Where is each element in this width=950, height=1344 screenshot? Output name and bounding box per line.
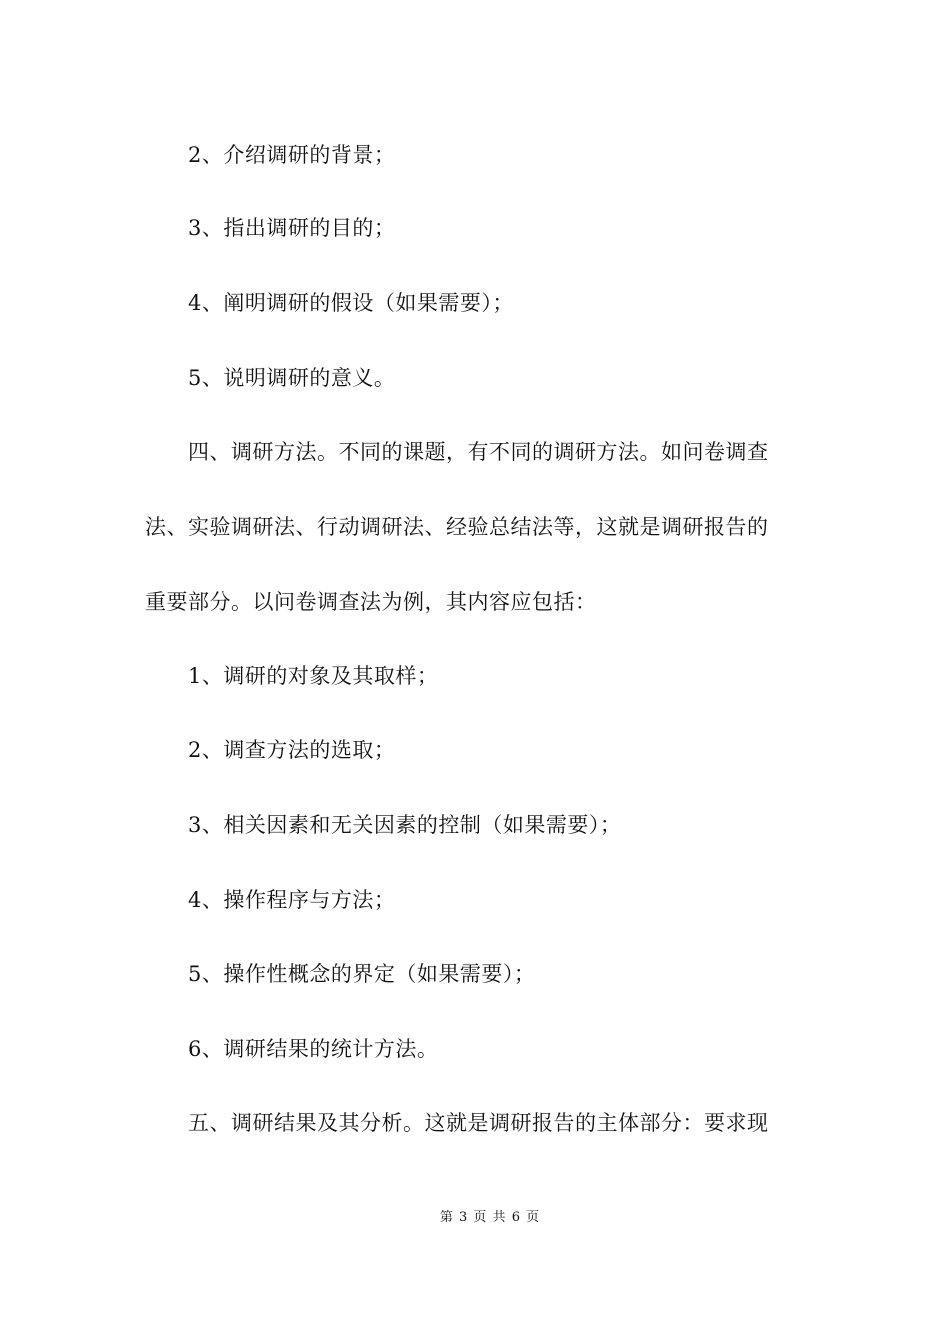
section-four-continuation-line: 法、实验调研法、行动调研法、经验总结法等，这就是调研报告的 [145,515,769,539]
list-item-purpose: 3、指出调研的目的； [188,216,396,240]
list-item-hypothesis: 4、阐明调研的假设（如果需要）； [188,291,514,315]
list-item-statistics: 6、调研结果的统计方法。 [188,1037,439,1061]
list-item-significance: 5、说明调研的意义。 [188,366,396,390]
list-item-procedure: 4、操作程序与方法； [188,888,396,912]
section-four-heading-line: 四、调研方法。不同的课题，有不同的调研方法。如问卷调查 [188,440,769,464]
list-item-background: 2、介绍调研的背景； [188,143,396,167]
list-item-concept-definition: 5、操作性概念的界定（如果需要）； [188,962,536,986]
list-item-subjects: 1、调研的对象及其取样； [188,664,439,688]
section-four-closing-line: 重要部分。以问卷调查法为例，其内容应包括： [145,590,597,614]
list-item-factor-control: 3、相关因素和无关因素的控制（如果需要）； [188,813,622,837]
list-item-method-selection: 2、调查方法的选取； [188,738,396,762]
page-footer: 第 3 页 共 6 页 [439,1210,541,1225]
section-five-heading-line: 五、调研结果及其分析。这就是调研报告的主体部分：要求现 [188,1111,769,1135]
